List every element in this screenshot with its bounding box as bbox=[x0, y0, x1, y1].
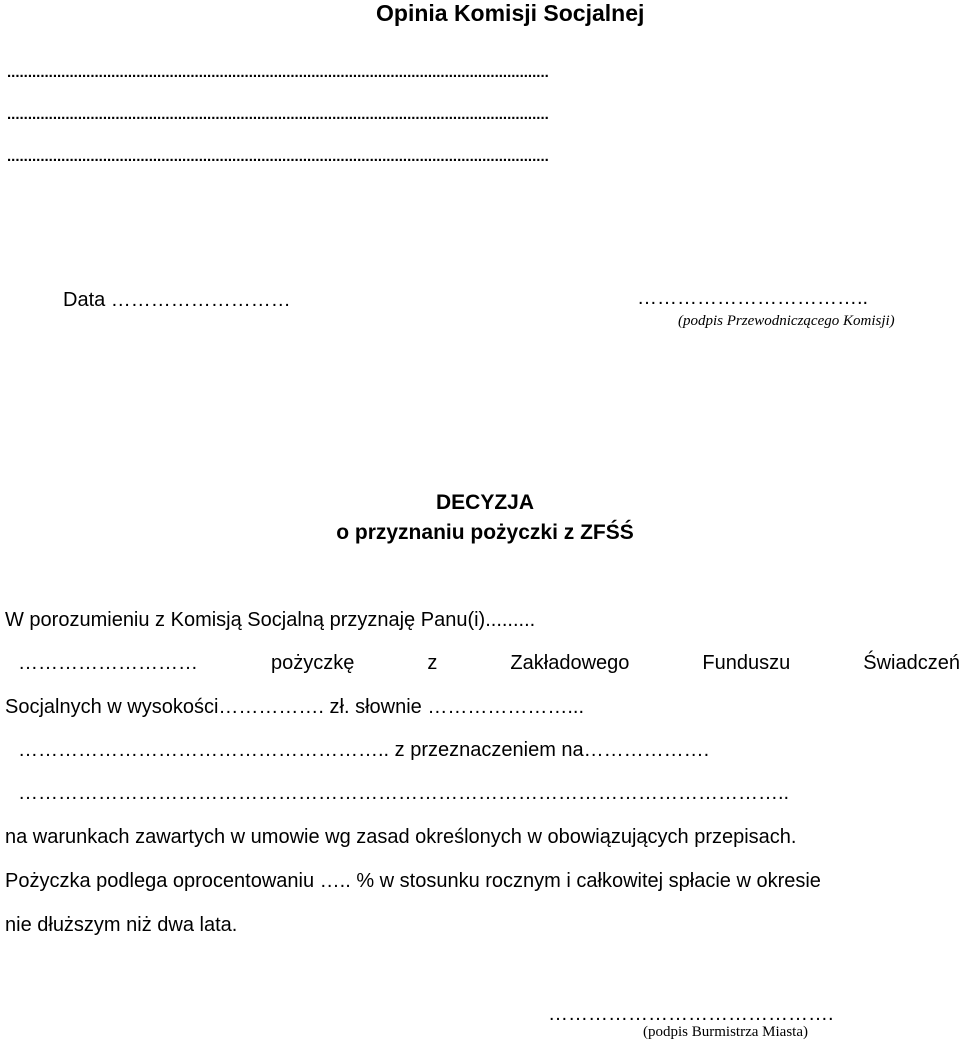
date-field: Data ……………………… bbox=[63, 289, 291, 311]
decision-paragraph-line-4: ……………………………………………….. z przeznaczeniem na………………. bbox=[18, 739, 710, 761]
decision-heading: DECYZJA bbox=[435, 491, 535, 514]
mayor-signature-line: ……………………………………. bbox=[548, 1003, 834, 1025]
opinion-line-1: .................................................................................................................................. bbox=[7, 64, 549, 81]
chair-signature-caption: (podpis Przewodniczącego Komisji) bbox=[678, 313, 895, 329]
decision-paragraph-line-5: …………………………………………………………………………………………………….. bbox=[18, 782, 790, 804]
opinion-title: Opinia Komisji Socjalnej bbox=[376, 0, 645, 26]
chair-signature-line: …………………………….. bbox=[637, 287, 869, 309]
decision-paragraph-line-1: W porozumieniu z Komisją Socjalną przyznaję Panu(i)......... bbox=[5, 609, 536, 631]
decision-paragraph-line-2: ……………………… pożyczkę z Zakładowego Funduszu Świadczeń bbox=[18, 652, 960, 674]
opinion-line-2: .................................................................................................................................. bbox=[7, 106, 549, 123]
decision-paragraph-line-8: nie dłuższym niż dwa lata. bbox=[5, 914, 238, 936]
decision-paragraph-line-3: Socjalnych w wysokości……………. zł. słownie …………………... bbox=[5, 696, 585, 718]
decision-paragraph-line-6: na warunkach zawartych w umowie wg zasad określonych w obowiązujących przepisach. bbox=[5, 826, 797, 848]
decision-paragraph-line-7: Pożyczka podlega oprocentowaniu ….. % w stosunku rocznym i całkowitej spłacie w okresie bbox=[5, 870, 821, 892]
mayor-signature-caption: (podpis Burmistrza Miasta) bbox=[643, 1024, 808, 1040]
opinion-line-3: .................................................................................................................................. bbox=[7, 148, 549, 165]
decision-subheading: o przyznaniu pożyczki z ZFŚŚ bbox=[336, 521, 634, 544]
